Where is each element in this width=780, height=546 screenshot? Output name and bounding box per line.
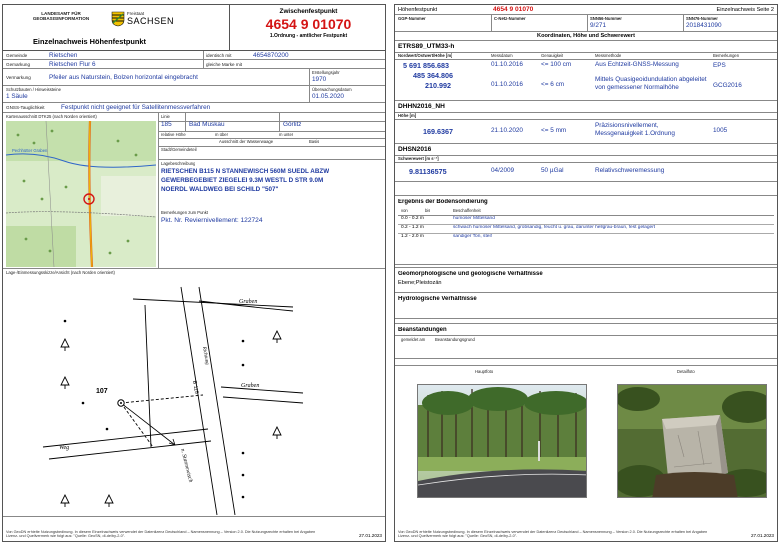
etrs-date-2: 01.10.2016 [491,81,523,88]
page2-page-label: Einzelnachweis Seite 2 [716,7,774,13]
map1-label: Kartenausschnitt DTK25 (nach Norden orientiert) [6,114,97,119]
doc-type: Zwischenfestpunkt [279,8,338,15]
location-info [159,113,385,268]
point-number: 4654 9 01070 [265,16,352,32]
soil-desc-1: humoser Mittelsand [453,216,495,221]
beanstandungsgrund-label: Beanstandungsgrund [435,337,475,342]
lage-line-2: GEWERBEGEBIET ZIEGELEI 9.3M WESTL D STR 9.0M [161,177,324,184]
agency-line-1: LANDESAMT FÜR [41,11,81,16]
th-genauigkeit: Genauigkeit [541,53,564,58]
dhhn-height: 169.6367 [423,127,453,136]
row-map-info [3,113,385,269]
detail-photo [617,384,767,498]
etrs-block [395,41,777,101]
hydro-block [395,293,777,319]
dhhn-block [395,101,777,144]
row-vermarkung [3,69,385,86]
print-date-2: 27.01.2023 [751,533,774,538]
map-water-label: Pechhütter Graben [12,148,48,153]
row-gemarkung [3,60,385,69]
dhhn-method-1: Präzisionsnivellement, [595,122,659,129]
soil-title: Ergebnis der Bodensondierung [398,199,488,205]
point-box [229,5,386,51]
sketch-point-number: 107 [96,388,108,395]
basis-label: Basis [309,139,320,144]
dhsn-label: DHSN2016 [398,146,432,153]
geo-value: Ebene;Pleistozän [398,280,442,286]
dhsn-date: 04/2009 [491,167,515,174]
license-note-2: Von GeoDN erhielte Nutzungsbedinung. In diesem Einzelnachweis verwendet der Datenlizenz Deutschland – Namensnennung – Version 2.0. Die Nutzungsrechte erhalten bei Angaben Lizenz- und Quellvermerk wie folgt aus: "Quelle: GeoSN, dl-de/by-2-0". [398,530,708,538]
row-schutzbauten [3,86,385,103]
soil-depth-1: 0.0 - 0.2 m [401,216,424,221]
sketch-richtung: Richtung [201,346,210,366]
sketch-graben-right: Graben [241,383,260,389]
state-wordmark [127,11,174,26]
lage-line-1: RIETSCHEN B115 N STANNEWISCH 560M SUEDL ABZW [161,168,330,175]
ort-value: Bad Muskau [189,121,225,128]
etrs-north: 5 691 856.683 [403,61,449,70]
footer-page-2 [398,530,774,538]
document-page-2 [394,4,778,542]
header-block [3,5,386,51]
dhsn-block [395,144,777,182]
location-sketch [3,277,385,515]
dhhn-th-height: Höhe [m] [398,113,417,118]
footer-page-1 [6,530,382,538]
th-messmethode: Messmethode [595,53,622,58]
gemeldet-label: gemeldet am [401,337,426,342]
photo-block [395,365,777,525]
sketch-weg: Weg [59,445,70,451]
th-messdatum: Messdatum [491,53,513,58]
soil-desc-3: sandiger Ton, steif [453,234,492,239]
etrs-accuracy-1: <= 100 cm [541,61,572,68]
row-sketch [3,269,385,517]
photo2-label: Detailfoto [677,369,695,374]
lage-label: Lagebeschreibung [161,161,196,166]
etrs-method-1: Aus Echtzeit-GNSS-Messung [595,61,679,68]
gemeinde-label: Gemeinde [6,53,28,58]
vermarkung-value: Pfeiler aus Naturstein, Bolzen horizontal eingebracht [49,74,198,81]
dhhn-method-2: Messgenauigkeit 1.Ordnung [595,130,675,137]
schutz-label: Schutzbauten / Hinweissteine [6,87,61,92]
m-unter-label: m unter [279,132,294,137]
numbers-row [395,15,777,32]
state-prefix: Freistaat [127,11,145,16]
agency-line-2: GEOBASISINFORMATION [32,16,90,21]
agency-logo [21,11,101,21]
soil-depth-3: 1.2 - 2.0 m [401,234,424,239]
gemarkung-label: Gemarkung [6,62,31,67]
dhsn-accuracy: 50 µGal [541,167,564,174]
linie-value: 185 [161,121,172,128]
gemeinde-value: Rietschen [49,52,78,59]
dhsn-gravity: 9.81136575 [409,167,447,176]
ueberwachung-value: 01.05.2020 [312,93,344,100]
beanstandung-title: Beanstandungen [398,327,447,333]
page2-point-number: 4654 9 01070 [493,6,534,13]
m-ueber-label: m über [215,132,229,137]
schutz-value: 1 Säule [6,93,28,100]
vermarkung-label: Vermarkung [6,75,31,80]
row-gemeinde [3,51,385,60]
doc-title: Einzelnachweis Höhenfestpunkt [33,37,146,46]
gnss-value: Festpunkt nicht geeignet für Satellitenmessverfahren [61,104,211,111]
lage-line-3: NOERDL WALDWEG BEI SCHILD "507" [161,186,279,193]
ident-value: 4654870200 [253,52,289,59]
linie-label: Linie [161,114,170,119]
print-date: 27.01.2023 [359,533,382,538]
etrs-remark-1: EPS [713,62,726,69]
dhsn-method: Relativschweremessung [595,167,665,174]
dhhn-date: 21.10.2020 [491,127,523,134]
stadt-label: Stadt/Gemeindeteil [161,147,197,152]
dhsn-th-gravity: Schwerewert [m s⁻²] [398,156,439,161]
sketch-graben-top: Graben [239,299,258,305]
dhhn-label: DHHN2016_NH [398,103,445,110]
sketch-b115: B 115 [191,380,200,395]
relativ-label: relative Höhe [161,132,186,137]
etrs-date-1: 01.10.2016 [491,61,523,68]
geo-block [395,267,777,293]
point-order: 1.Ordnung - amtlicher Festpunkt [269,33,348,39]
gemarkung-value: Rietschen Flur 6 [49,61,96,68]
etrs-method-2a: Mittels Quasigeoidundulation abgeleitet [595,76,707,83]
etrs-east: 485 364.806 [413,71,453,80]
th-nordwert: Nordwert/Ostwert/Höhe [m] [398,53,453,58]
document-page-1 [2,4,386,542]
same-mark-label: gleiche Marke mit [206,62,242,67]
soil-from-label: von [401,208,408,213]
koord-title: Koordinaten, Höhe und Schwerewert [537,33,635,39]
state-name: SACHSEN [127,16,175,26]
geo-title: Geomorphologische und geologische Verhältnisse [398,271,543,277]
th-bemerkungen: Bemerkungen [713,53,740,58]
dhhn-accuracy: <= 5 mm [541,127,567,134]
wasserwaage-label: Ausschnitt der Wasserwaage [219,139,274,144]
bemerkung-value: Pkt. Nr. Reviernivellement: 122724 [161,217,263,224]
bemerkung-label: Bemerkungen zum Punkt [161,210,209,215]
snn56-label: SNN56-Nummer [590,16,622,21]
soil-depth-2: 0.2 - 1.2 m [401,225,424,230]
etrs-label: ETRS89_UTM33-h [398,43,455,50]
photo1-label: Hauptfoto [475,369,494,374]
row-gnss [3,103,385,113]
sketch-label: Lage-/Einmessungsskizze/Ansicht (nach Norden orientiert) [6,270,115,275]
erstellungsjahr-value: 1970 [312,76,327,83]
ident-label: identisch mit [206,53,232,58]
hydro-title: Hydrologische Verhältnisse [398,296,477,302]
soil-desc-2: schwach humoser Mittelsand, grobsandig, feucht u. grau, darunter hellgrau-braun, fest gelagert [453,225,656,230]
soil-desc-label: Beschaffenheit [453,208,481,213]
erstellungsjahr-label: Erstellungsjahr [312,70,340,75]
gnss-label: GNSS-Tauglichkeit [6,105,45,110]
license-note: Von GeoDN erhielte Nutzungsbedinung. In diesem Einzelnachweis verwendet der Datenlizenz Deutschland – Namensnennung – Version 2.0. Die Nutzungsrechte erhalten bei Angaben Lizenz- und Quellvermerk wie folgt aus: "Quelle: GeoSN, dl-de/by-2-0". [6,530,316,538]
etrs-accuracy-2: <= 6 cm [541,81,565,88]
snn56-value: 9/271 [590,22,606,29]
page2-header [395,5,777,15]
snn76-value: 2018431090 [686,22,722,29]
kreis-value: Görlitz [283,121,302,128]
sketch-stannewisch: n. Stannewisch [179,448,194,484]
snn76-label: SNN76-Nummer [686,16,718,21]
ggp-label: GGP-Nummer [398,16,426,21]
main-photo [417,384,587,498]
etrs-height: 210.992 [425,81,451,90]
saxony-coat-of-arms-icon [111,11,125,27]
soil-to-label: bis [425,208,431,213]
beanstandung-block [395,323,777,359]
page2-title: Höhenfestpunkt [398,7,438,13]
ueberwachung-label: Überwachungsdatum [312,87,352,92]
koord-title-row [395,32,777,41]
etrs-method-2b: von gemessener Normalhöhe [595,84,679,91]
topographic-map [6,121,156,267]
cnetz-label: C-Netz-Nummer [494,16,526,21]
soil-block [395,195,777,265]
etrs-remark-2: GCG2016 [713,82,742,89]
dhhn-remark: 1005 [713,127,728,134]
